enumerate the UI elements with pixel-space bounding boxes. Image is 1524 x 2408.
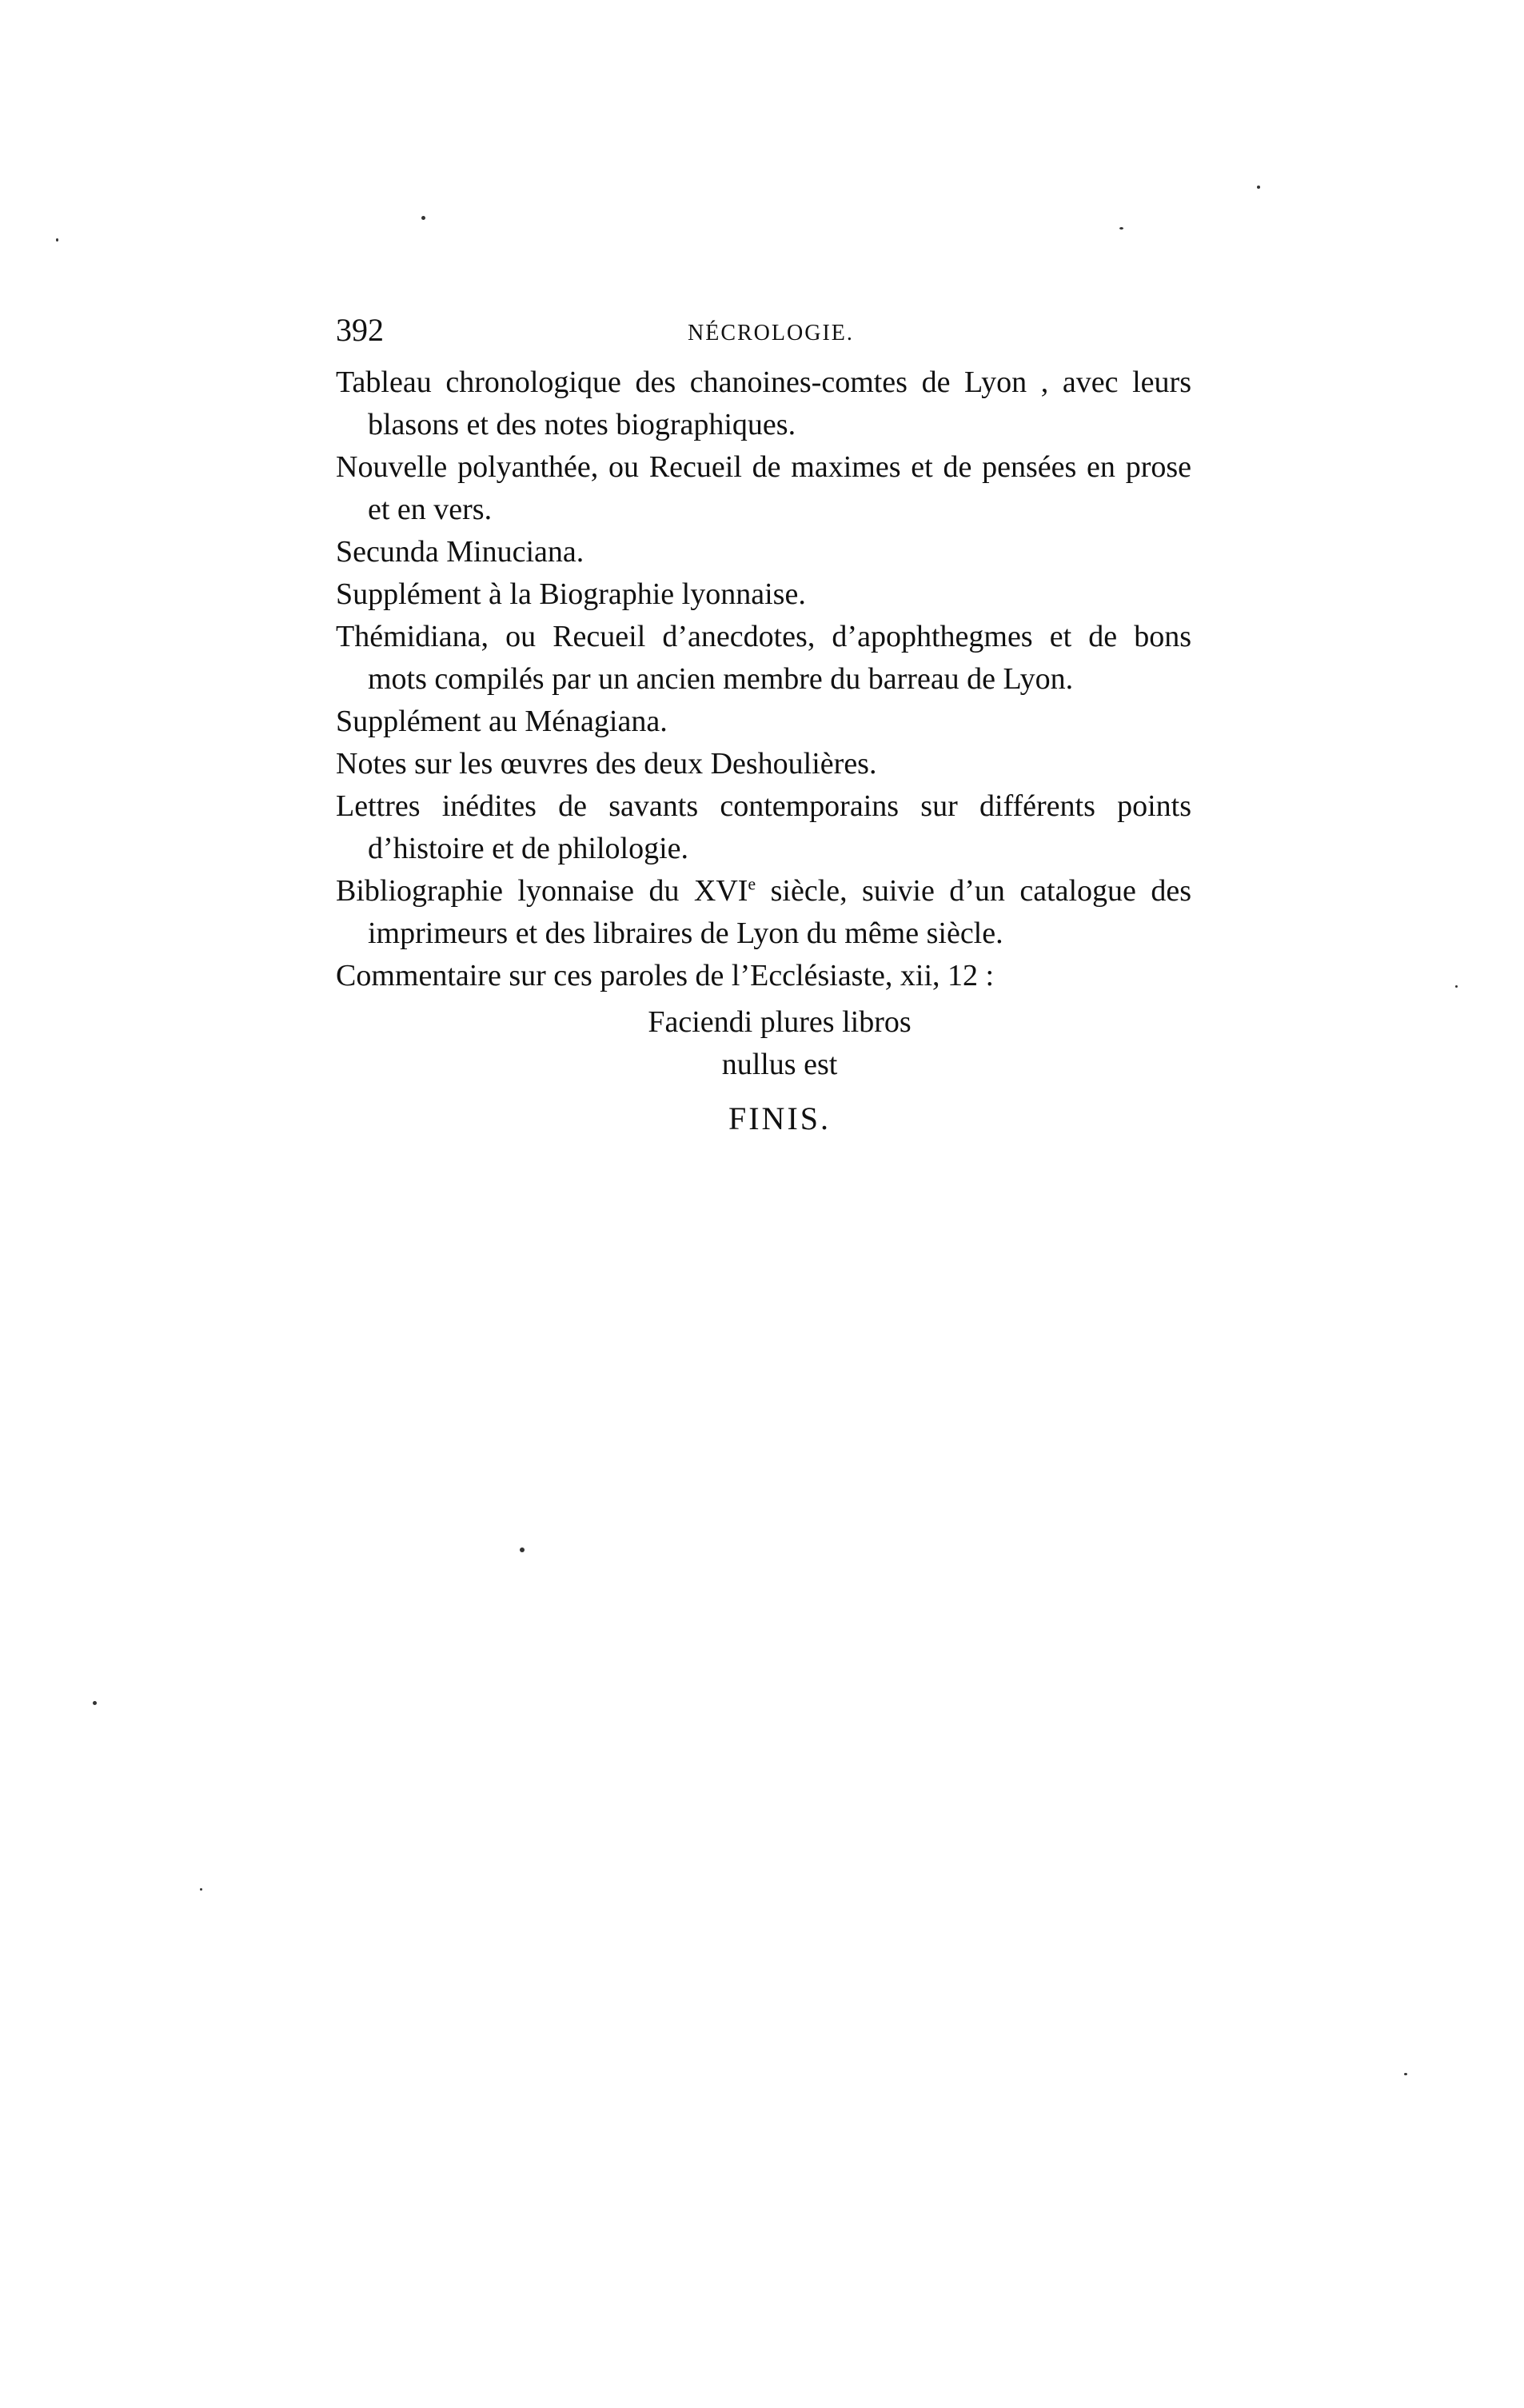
quotation — [336, 1001, 1191, 1086]
list-item — [336, 870, 1191, 955]
scan-speck — [1455, 985, 1458, 988]
list-item: Commentaire sur ces paroles de l’Ecclésiaste, xii, 12 : — [336, 959, 995, 992]
scan-speck — [56, 238, 58, 242]
quote-line: Faciendi plures libros — [648, 1005, 912, 1039]
scan-speck — [200, 1888, 202, 1891]
scan-speck — [93, 1701, 97, 1705]
scan-speck — [1257, 186, 1260, 189]
page-header — [336, 310, 1191, 350]
superscript: e — [748, 873, 756, 894]
list-item: Nouvelle polyanthée, ou Recueil de maximes et de pensées en prose et en vers. — [336, 450, 1191, 526]
running-title: NÉCROLOGIE. — [688, 321, 854, 345]
entry-text-end: siècle, suivie d’un catalogue des imprimeurs et des libraires de Lyon du même siècle. — [368, 874, 1191, 950]
list-item: Notes sur les œuvres des deux Deshoulières. — [336, 747, 877, 781]
scan-speck — [1119, 227, 1123, 230]
scan-speck — [421, 216, 425, 220]
quote-line: nullus est — [721, 1048, 838, 1081]
end-mark: FINIS. — [728, 1100, 832, 1136]
page-number: 392 — [336, 312, 384, 348]
list-item: Lettres inédites de savants contemporains sur différents points d’histoire et de philologie. — [336, 789, 1191, 865]
list-item: Thémidiana, ou Recueil d’anecdotes, d’apophthegmes et de bons mots compilés par un ancien membre du barreau de Lyon. — [336, 620, 1191, 696]
bibliography-list — [336, 361, 1191, 997]
scan-speck — [1404, 2073, 1407, 2075]
scan-speck — [520, 1547, 525, 1552]
entry-text-start: Bibliographie lyonnaise du XVI — [336, 874, 748, 908]
list-item: Supplément à la Biographie lyonnaise. — [336, 577, 806, 611]
list-item: Secunda Minuciana. — [336, 535, 584, 569]
list-item: Supplément au Ménagiana. — [336, 705, 668, 738]
list-item: Tableau chronologique des chanoines-comtes de Lyon , avec leurs blasons et des notes biographiques. — [336, 365, 1191, 441]
